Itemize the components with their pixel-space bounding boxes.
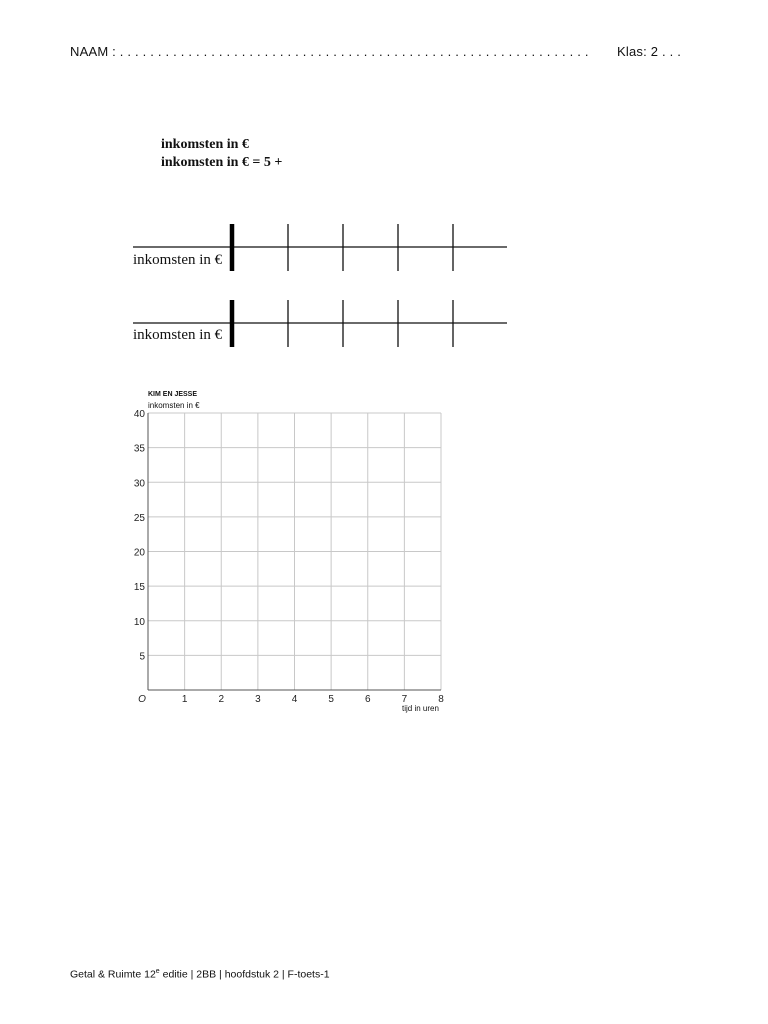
graph-grid xyxy=(148,413,441,690)
graph-x-axis-label: tijd in uren xyxy=(402,704,439,713)
y-tick-label: 20 xyxy=(133,547,145,559)
formula-line-1: inkomsten in € xyxy=(161,137,249,152)
table-1-row-label: inkomsten in € xyxy=(133,252,223,268)
y-tick-label: 10 xyxy=(133,616,145,628)
x-tick-label: 4 xyxy=(291,694,298,705)
y-tick-label: 40 xyxy=(133,409,145,420)
x-tick-label: 8 xyxy=(438,694,444,705)
graph-title: KIM EN JESSE xyxy=(148,391,198,398)
footer-text-end: editie | 2BB | hoofdstuk 2 | F-toets-1 xyxy=(159,968,330,981)
origin-label: O xyxy=(138,694,146,705)
x-tick-label: 6 xyxy=(364,694,371,705)
y-tick-label: 35 xyxy=(133,443,145,455)
y-tick-label: 5 xyxy=(139,651,145,663)
graph-tick-labels xyxy=(134,409,444,705)
graph-kim-en-jesse xyxy=(134,409,444,705)
y-tick-label: 25 xyxy=(133,512,145,524)
formula-line-2: inkomsten in € = 5 + xyxy=(161,155,283,170)
class-line: Klas: 2 . . . xyxy=(617,44,682,59)
y-tick-label: 15 xyxy=(133,582,145,594)
footer xyxy=(70,968,330,981)
footer-superscript: e xyxy=(155,968,160,975)
x-tick-label: 7 xyxy=(401,694,408,705)
graph-y-axis-label: inkomsten in € xyxy=(148,401,200,410)
table-2-row-label: inkomsten in € xyxy=(133,327,223,343)
x-tick-label: 2 xyxy=(218,694,225,705)
y-tick-label: 30 xyxy=(133,478,145,490)
x-tick-label: 5 xyxy=(328,694,334,705)
x-tick-label: 1 xyxy=(181,694,188,705)
footer-text-start: Getal & Ruimte 12 xyxy=(70,968,156,981)
x-tick-label: 3 xyxy=(255,694,261,705)
name-line: NAAM : . . . . . . . . . . . . . . . . . . . . . . . . . . . . . . . . . . . . . . . . . . . . . . . . . . . . . . . . . . . . . . xyxy=(70,44,589,59)
